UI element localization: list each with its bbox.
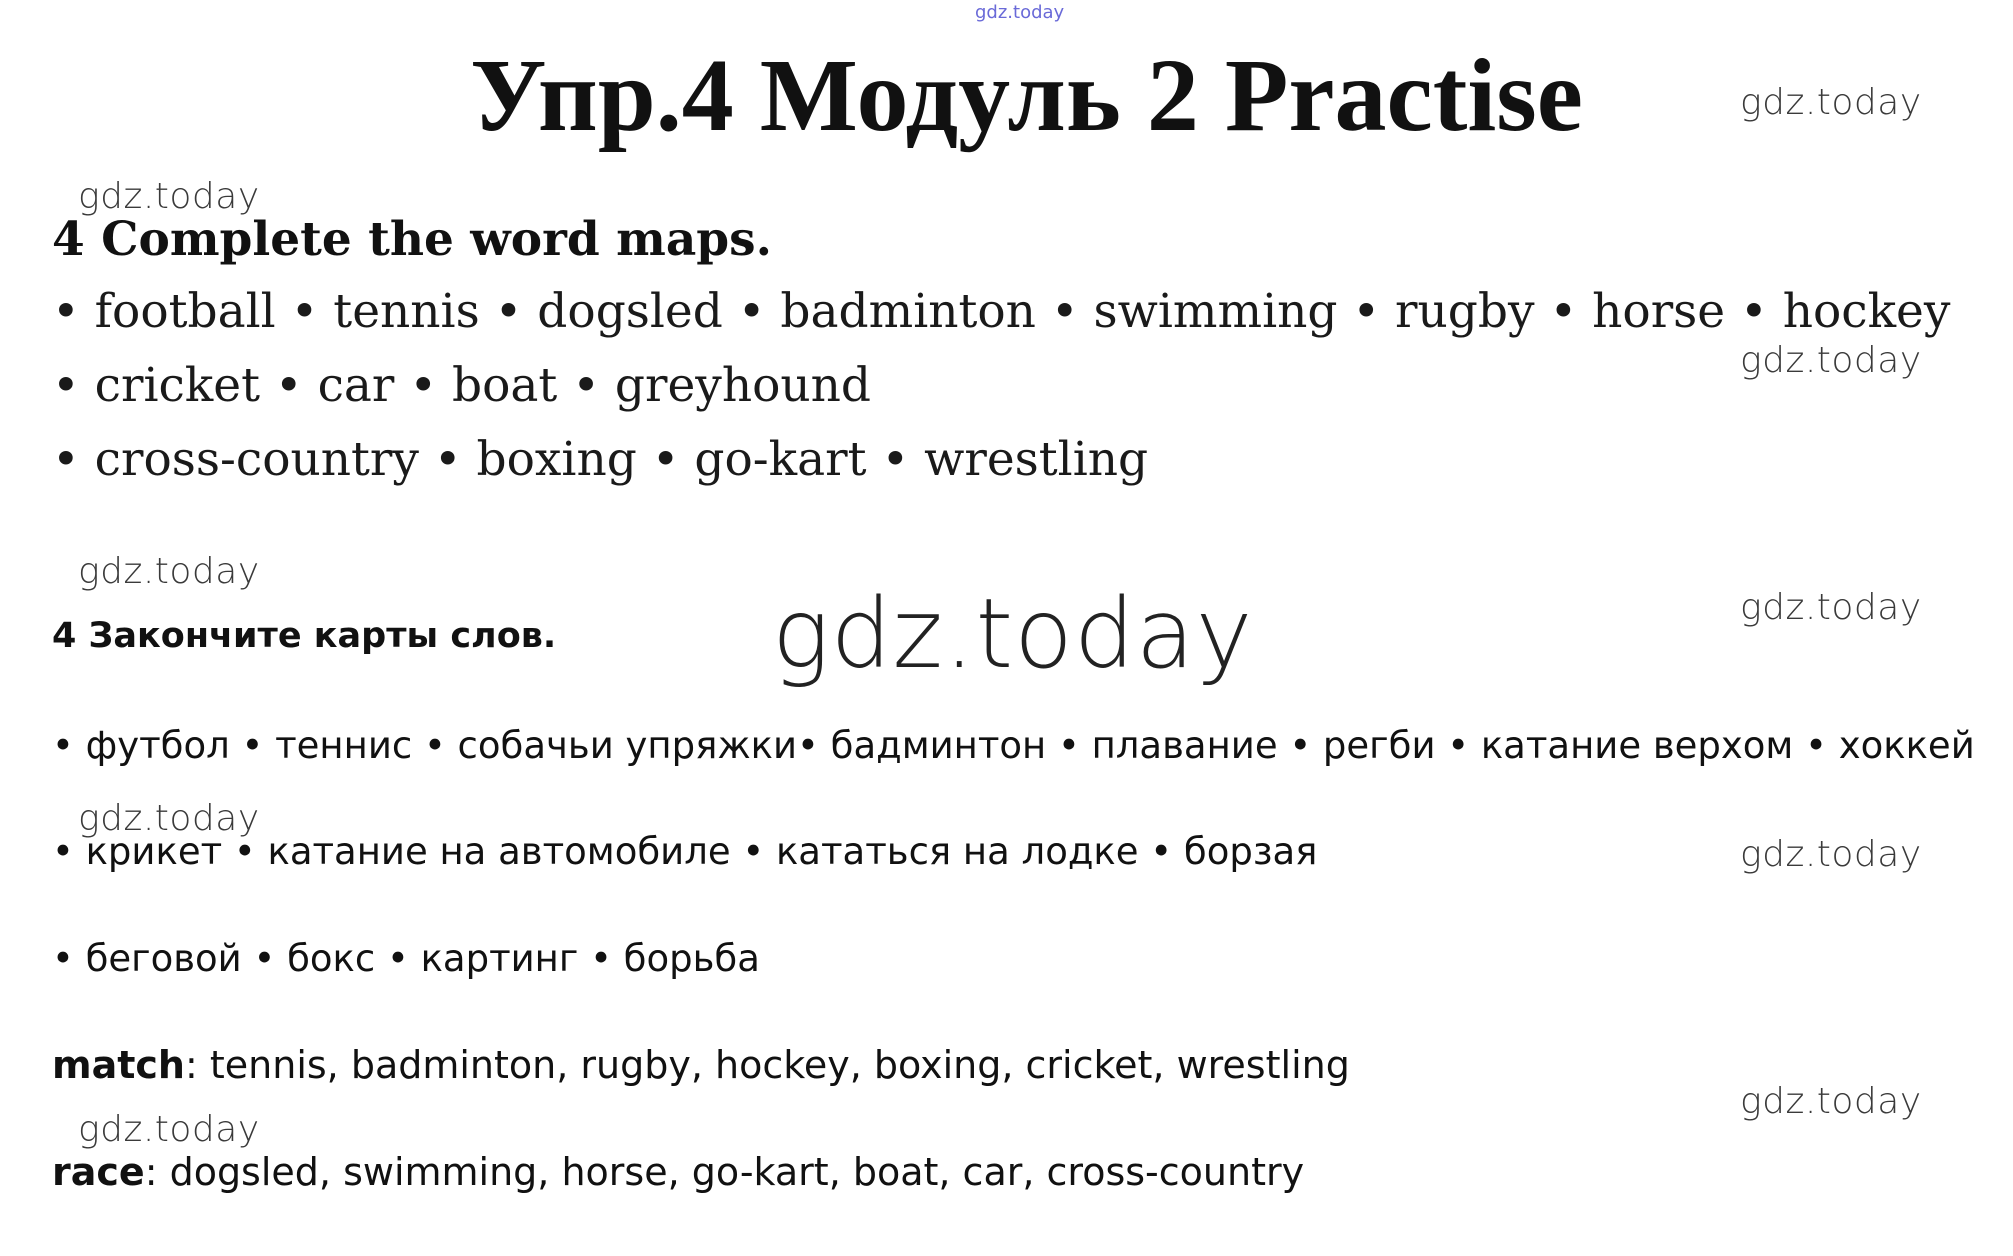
answer-race-value: : dogsled, swimming, horse, go-kart, boat, car, cross-country xyxy=(144,1150,1305,1194)
watermark-right-2: gdz.today xyxy=(1740,340,1922,381)
watermark-left-3: gdz.today xyxy=(78,798,260,839)
exercise-heading-ru: 4 Закончите карты слов. xyxy=(52,616,557,656)
watermark-right-5: gdz.today xyxy=(1740,1081,1922,1122)
answer-match xyxy=(52,1043,1350,1087)
word-list-line-ru-1: • футбол • теннис • собачьи упряжки• бадминтон • плавание • регби • катание верхом • хоккей xyxy=(52,724,1975,767)
answer-match-key: match xyxy=(52,1043,185,1087)
watermark-right-1: gdz.today xyxy=(1740,82,1922,123)
word-list-line-en-2: • cricket • car • boat • greyhound xyxy=(52,358,872,413)
answer-race-key: race xyxy=(52,1150,145,1194)
watermark-center: gdz.today xyxy=(772,578,1254,690)
watermark-right-4: gdz.today xyxy=(1740,834,1922,875)
page-title: Упр.4 Модуль 2 Practise xyxy=(470,38,1583,153)
word-list-line-ru-3: • беговой • бокс • картинг • борьба xyxy=(52,937,760,980)
word-list-line-ru-2: • крикет • катание на автомобиле • кататься на лодке • борзая xyxy=(52,830,1318,873)
top-watermark: gdz.today xyxy=(975,2,1065,23)
watermark-left-1: gdz.today xyxy=(78,176,260,217)
watermark-right-3: gdz.today xyxy=(1740,587,1922,628)
word-list-line-en-3: • cross-country • boxing • go-kart • wrestling xyxy=(52,432,1149,487)
answer-race xyxy=(52,1150,1304,1194)
word-list-line-en-1: • football • tennis • dogsled • badminton • swimming • rugby • horse • hockey xyxy=(52,284,1951,339)
answer-match-value: : tennis, badminton, rugby, hockey, boxing, cricket, wrestling xyxy=(184,1043,1350,1087)
exercise-heading-en: 4 Complete the word maps. xyxy=(52,212,772,267)
watermark-left-2: gdz.today xyxy=(78,551,260,592)
watermark-left-4: gdz.today xyxy=(78,1109,260,1150)
